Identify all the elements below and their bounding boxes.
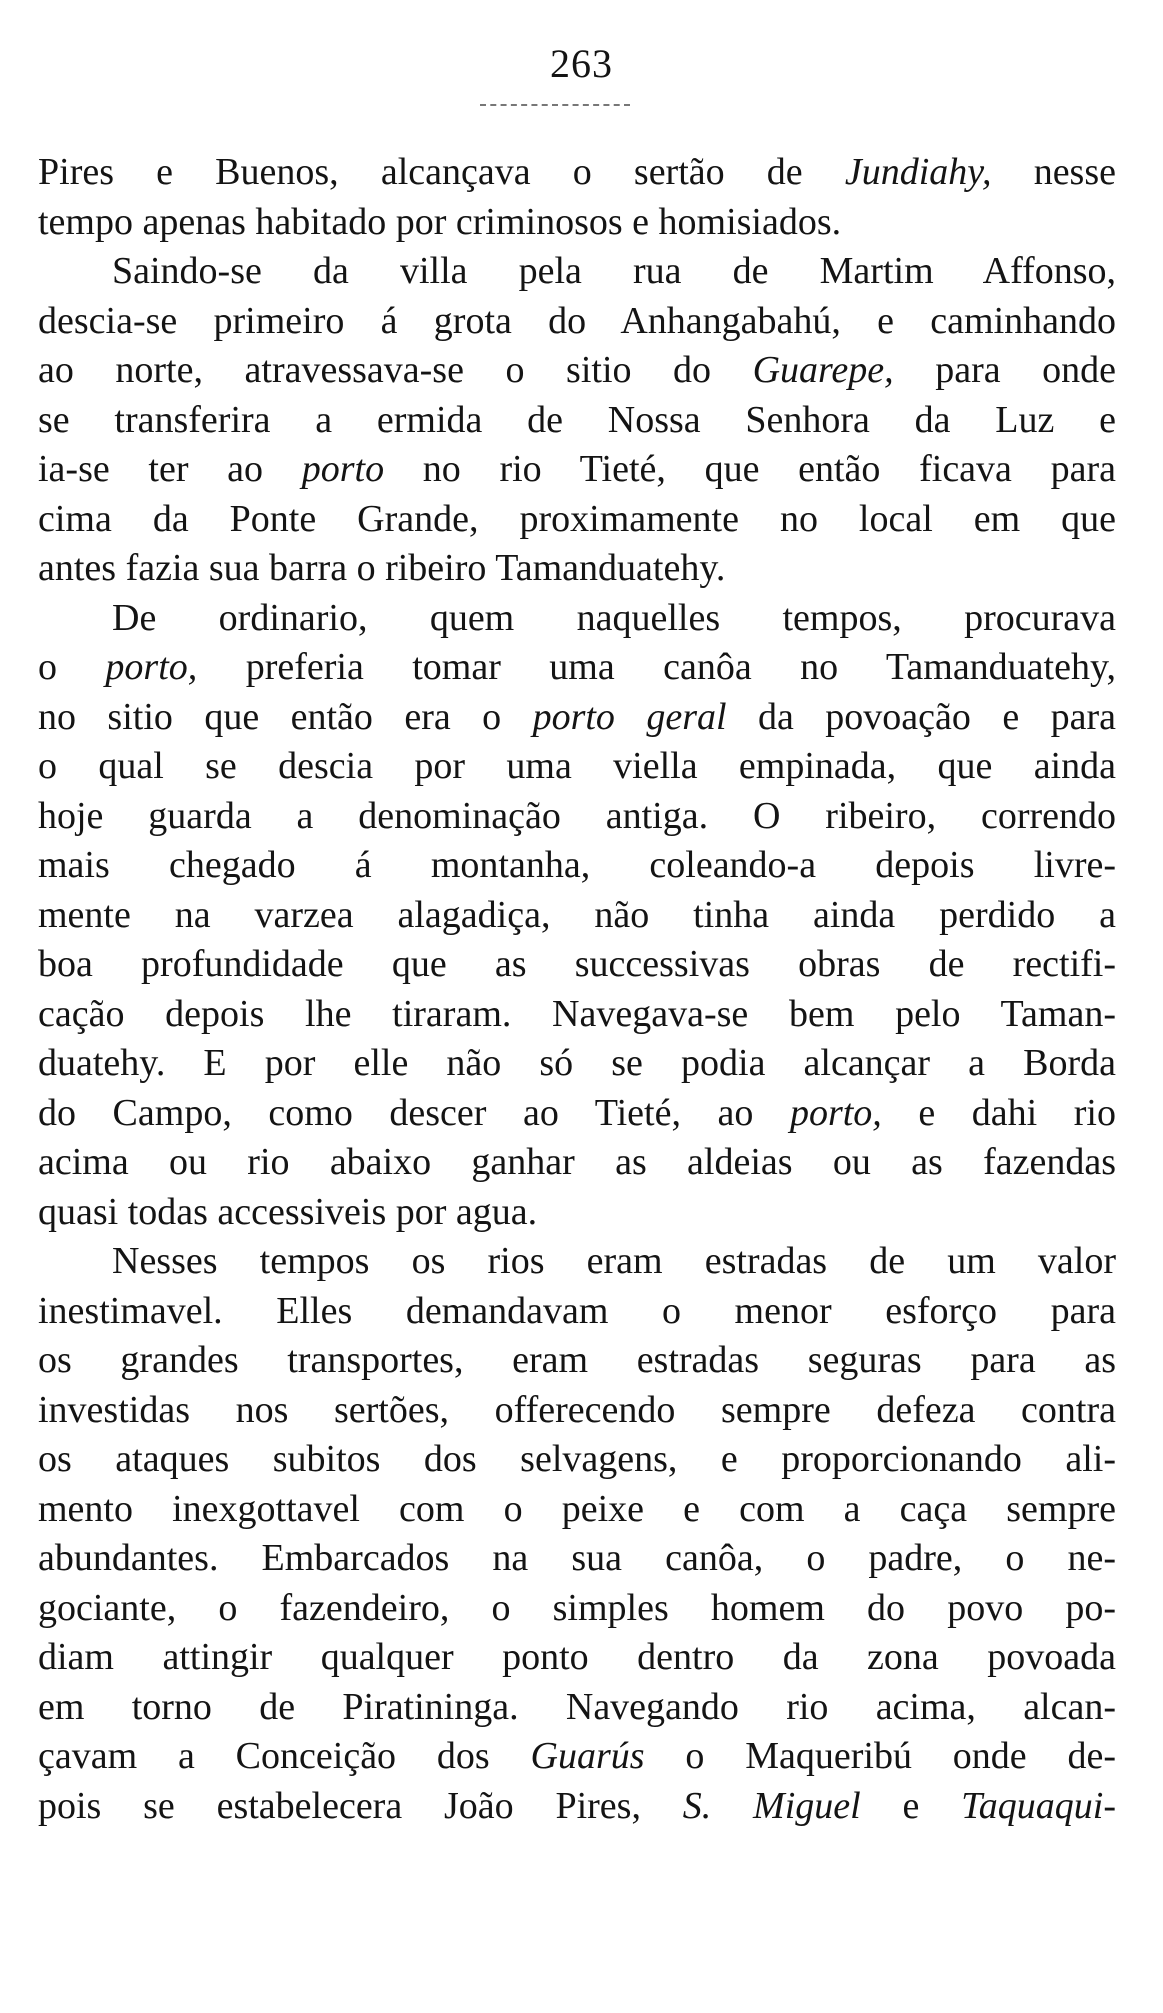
text-run: boa profundidade que as successivas obras de rectifi-: [38, 943, 1116, 985]
text-run: hoje guarda a denominação antiga. O ribeiro, correndo: [38, 794, 1116, 837]
italic-term: Guarepe,: [752, 349, 894, 391]
text-run: inestimavel. Elles demandavam o menor esforço para: [38, 1289, 1116, 1332]
text-line: [38, 1584, 1116, 1634]
text-run: Pires e Buenos, alcançava o sertão de: [38, 151, 845, 193]
text-line: [38, 297, 1116, 347]
italic-term: Guarús: [530, 1735, 645, 1777]
text-run: se transferira a ermida de Nossa Senhora da Luz e: [38, 398, 1116, 441]
text-run: o Maqueribú onde de-: [644, 1735, 1116, 1777]
text-line: [38, 148, 1116, 198]
italic-term: porto,: [789, 1091, 882, 1134]
text-run: do Campo, como descer ao Tieté, ao: [38, 1091, 790, 1134]
text-run: mente na varzea alagadiça, não tinha ainda perdido a: [38, 893, 1116, 936]
text-line: [38, 643, 1116, 693]
text-run: ia-se ter ao: [38, 448, 302, 490]
italic-term: Taquaqui-: [961, 1784, 1116, 1827]
text-line: [38, 1237, 1116, 1287]
text-run: o qual se descia por uma viella empinada, que ainda: [38, 745, 1116, 787]
text-line: [38, 1534, 1116, 1584]
text-run: duatehy. E por elle não só se podia alcançar a Borda: [38, 1042, 1116, 1084]
text-run: cação depois lhe tiraram. Navegava-se bem pelo Taman-: [38, 992, 1116, 1035]
text-line: [38, 1089, 1116, 1139]
text-run: tempo apenas habitado por criminosos e homisiados.: [38, 200, 842, 243]
paragraph: [38, 247, 1116, 594]
text-run: Saindo-se da villa pela rua de Martim Affonso,: [112, 250, 1116, 292]
text-run: mento inexgottavel com o peixe e com a caça sempre: [38, 1487, 1116, 1530]
text-line: [38, 1633, 1116, 1683]
text-line: [38, 693, 1116, 743]
text-line: [38, 1336, 1116, 1386]
text-line: [38, 346, 1116, 396]
paragraph: [38, 1237, 1116, 1831]
text-run: em torno de Piratininga. Navegando rio acima, alcan-: [38, 1685, 1116, 1728]
text-run: os ataques subitos dos selvagens, e proporcionando ali-: [38, 1438, 1116, 1480]
text-run: çavam a Conceição dos: [38, 1735, 531, 1777]
text-line: [38, 940, 1116, 990]
text-run: acima ou rio abaixo ganhar as aldeias ou as fazendas: [38, 1141, 1116, 1183]
text-run: ao norte, atravessava-se o sitio do: [38, 349, 753, 391]
italic-term: S. Miguel: [682, 1784, 861, 1827]
italic-term: porto: [301, 448, 385, 490]
text-run: antes fazia sua barra o ribeiro Tamanduatehy.: [38, 547, 726, 589]
text-line: [38, 544, 1116, 594]
text-run: os grandes transportes, eram estradas seguras para as: [38, 1339, 1116, 1381]
text-line: [38, 1287, 1116, 1337]
text-line: [38, 1188, 1116, 1238]
text-line: [38, 990, 1116, 1040]
text-run: quasi todas accessiveis por agua.: [38, 1190, 538, 1233]
text-line: [38, 495, 1116, 545]
text-line: [38, 1485, 1116, 1535]
text-line: [38, 1435, 1116, 1485]
text-line: [38, 1138, 1116, 1188]
text-run: investidas nos sertões, offerecendo sempre defeza contra: [38, 1388, 1116, 1431]
text-run: e dahi rio: [881, 1091, 1116, 1134]
text-run: De ordinario, quem naquelles tempos, procurava: [112, 596, 1116, 639]
text-run: para onde: [893, 349, 1116, 391]
paragraph: [38, 148, 1116, 247]
page-number: 263: [550, 41, 613, 86]
text-run: o: [38, 646, 106, 688]
text-run: gociante, o fazendeiro, o simples homem do povo po-: [38, 1586, 1116, 1629]
italic-term: porto,: [105, 646, 198, 688]
text-line: [38, 841, 1116, 891]
text-run: e: [860, 1784, 962, 1827]
text-run: pois se estabelecera João Pires,: [38, 1784, 683, 1827]
text-line: [38, 247, 1116, 297]
text-line: [38, 594, 1116, 644]
text-line: [38, 1683, 1116, 1733]
header-rule: [480, 104, 630, 106]
text-run: abundantes. Embarcados na sua canôa, o padre, o ne-: [38, 1537, 1116, 1579]
text-line: [38, 1039, 1116, 1089]
text-run: nesse: [991, 151, 1116, 193]
text-run: mais chegado á montanha, coleando-a depois livre-: [38, 844, 1116, 886]
text-line: [38, 396, 1116, 446]
italic-term: porto geral: [532, 695, 727, 738]
text-run: Nesses tempos os rios eram estradas de um valor: [112, 1240, 1116, 1282]
text-line: [38, 792, 1116, 842]
text-run: preferia tomar uma canôa no Tamanduatehy,: [197, 646, 1116, 688]
text-line: [38, 742, 1116, 792]
text-run: descia-se primeiro á grota do Anhangabahú, e caminhando: [38, 299, 1116, 342]
text-run: da povoação e para: [726, 695, 1116, 738]
body-text: [38, 148, 1116, 1831]
text-line: [38, 1386, 1116, 1436]
text-line: [38, 1732, 1116, 1782]
text-line: [38, 198, 1116, 248]
text-run: cima da Ponte Grande, proximamente no local em que: [38, 497, 1116, 540]
italic-term: Jundiahy,: [844, 151, 992, 193]
text-line: [38, 1782, 1116, 1832]
text-run: no sitio que então era o: [38, 695, 533, 738]
text-line: [38, 891, 1116, 941]
paragraph: [38, 594, 1116, 1238]
text-line: [38, 445, 1116, 495]
text-run: diam attingir qualquer ponto dentro da zona povoada: [38, 1636, 1116, 1678]
text-run: no rio Tieté, que então ficava para: [384, 448, 1116, 490]
